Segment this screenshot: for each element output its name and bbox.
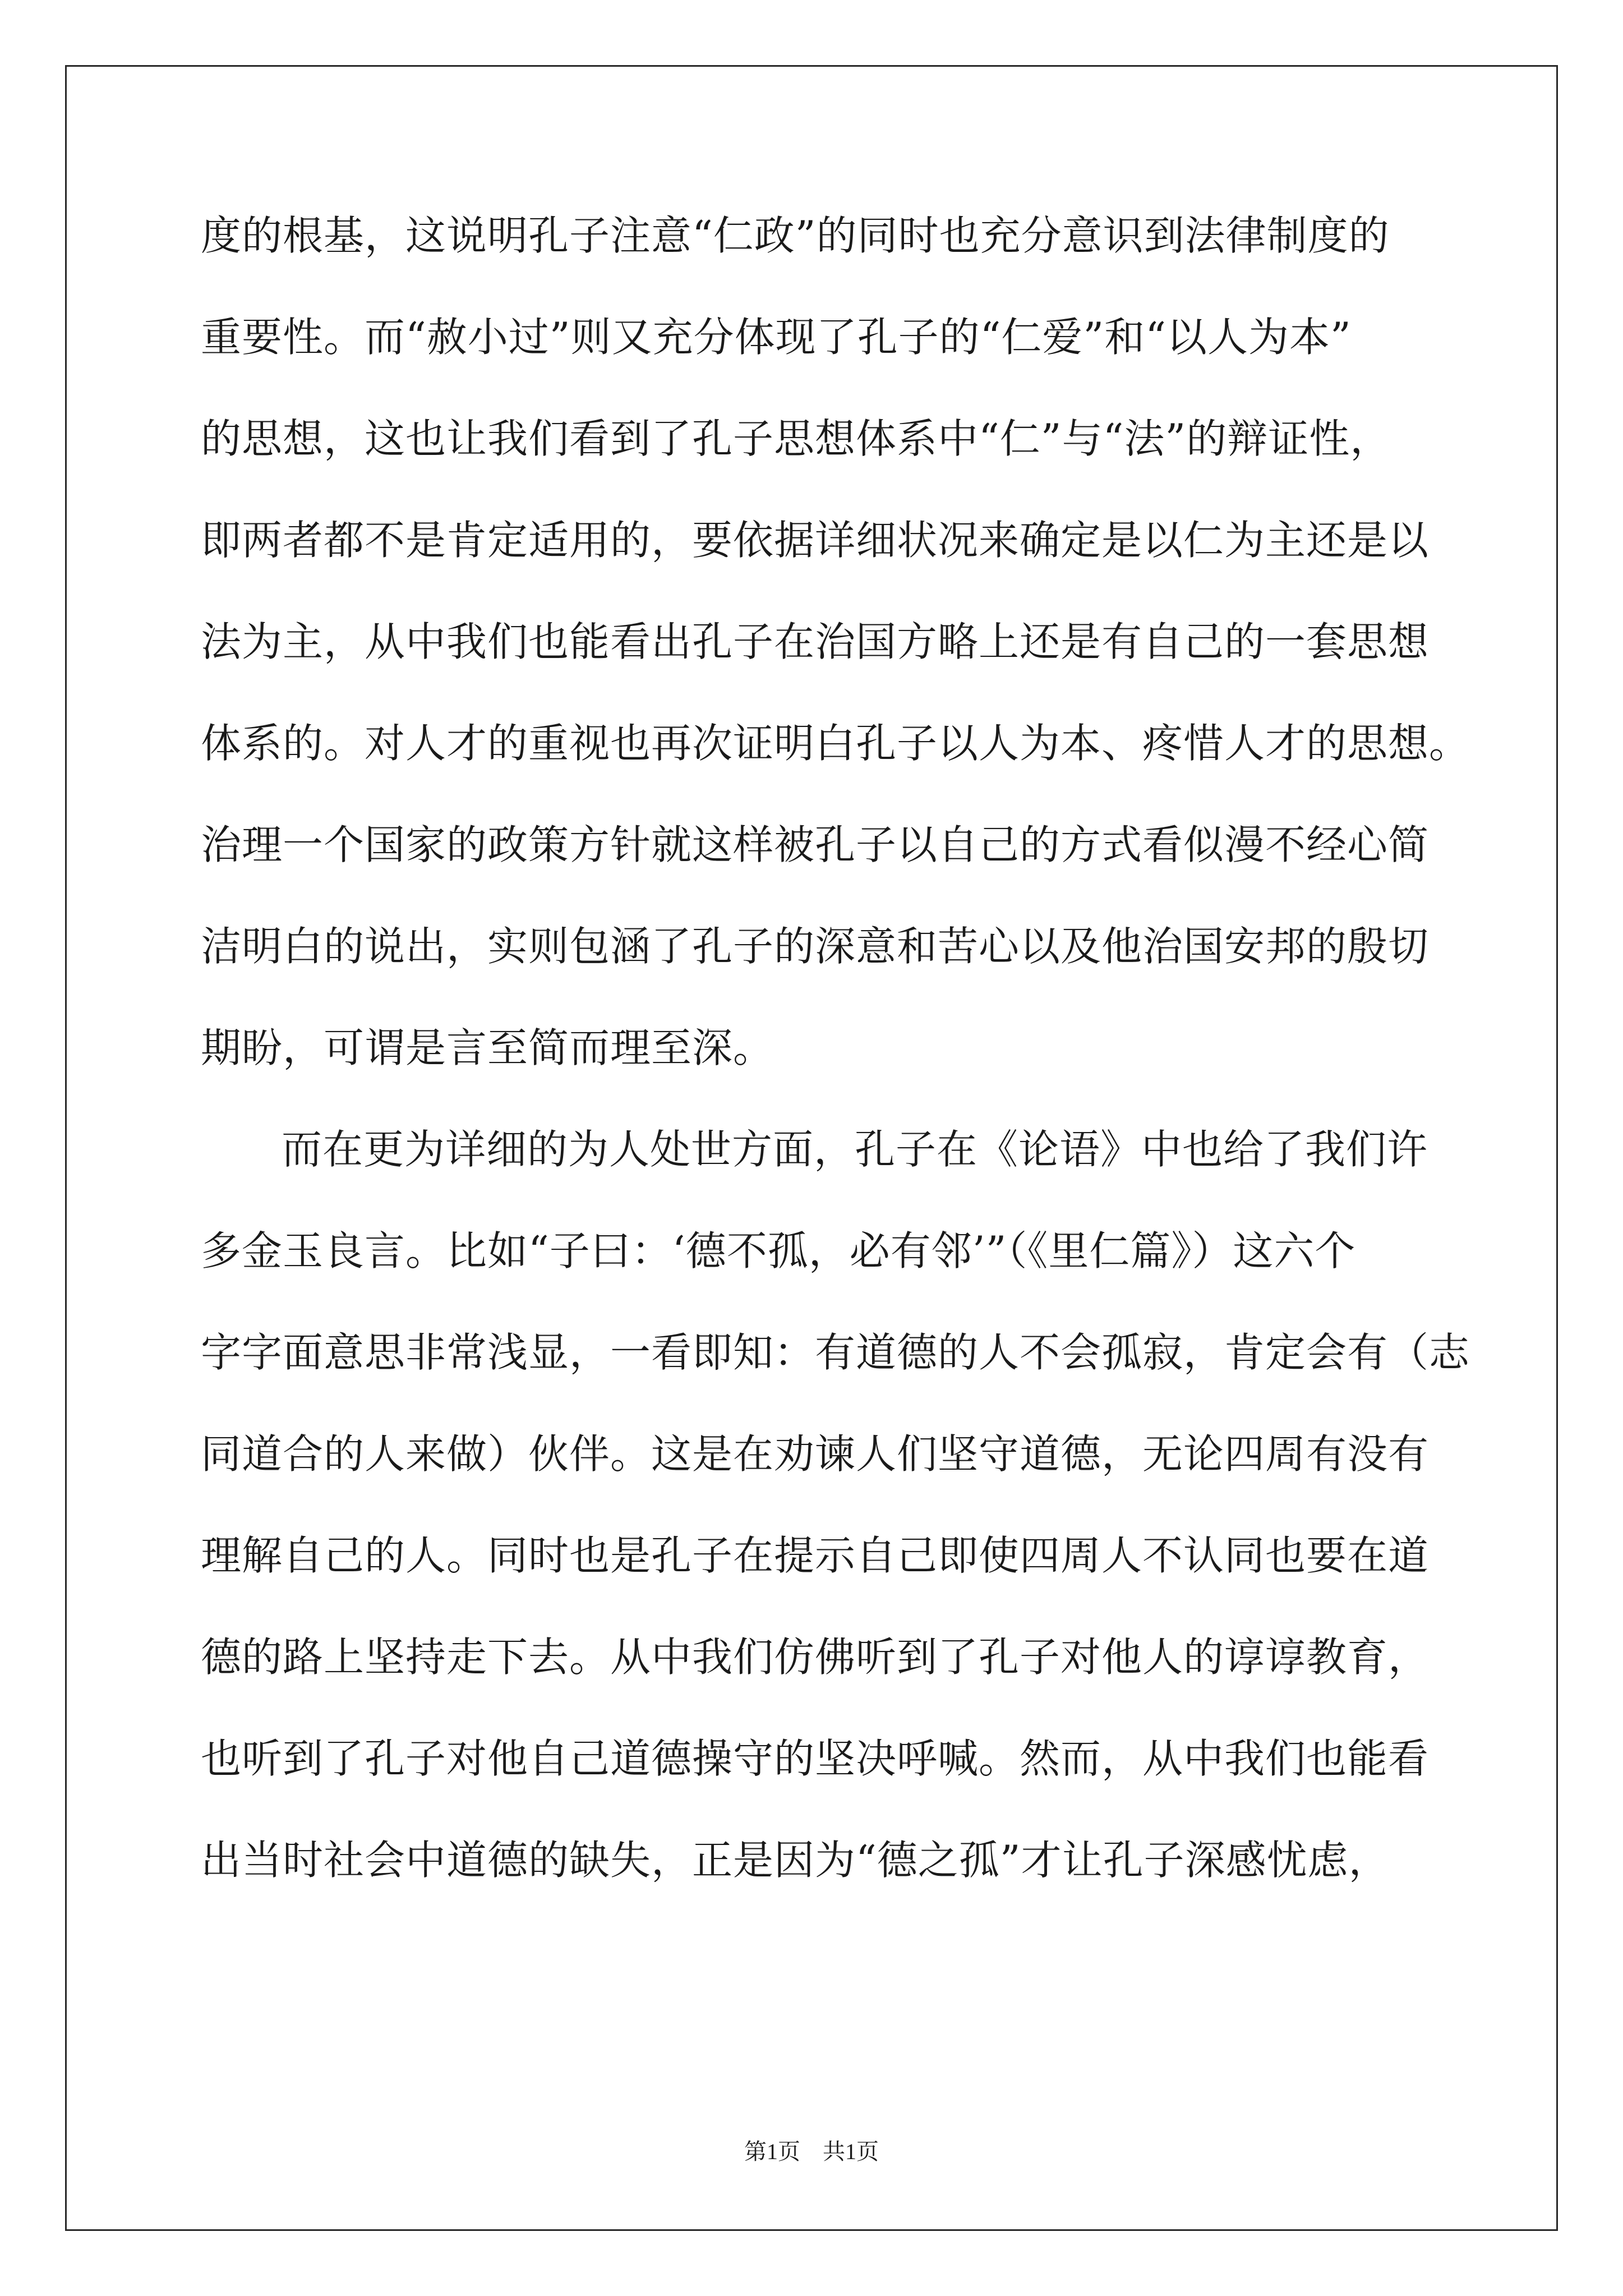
- body-line: 法为主，从中我们也能看出孔子在治国方略上还是有自己的一套思想: [201, 618, 1430, 665]
- body-line: 德的路上坚持走下去。从中我们仿佛听到了孔子对他人的谆谆教育，: [201, 1634, 1430, 1681]
- document-body: [201, 212, 1470, 1939]
- body-line: 的思想，这也让我们看到了孔子思想体系中“仁”与“法”的辩证性，: [201, 415, 1391, 462]
- body-line: 理解自己的人。同时也是孔子在提示自己即使四周人不认同也要在道: [201, 1532, 1430, 1579]
- body-line: 同道合的人来做）伙伴。这是在劝谏人们坚守道德，无论四周有没有: [201, 1430, 1430, 1478]
- body-line: 即两者都不是肯定适用的，要依据详细状况来确定是以仁为主还是以: [201, 517, 1430, 564]
- body-line: 字字面意思非常浅显，一看即知：有道德的人不会孤寂，肯定会有（志: [201, 1329, 1470, 1376]
- page-number-footer: 第1页 共1页: [744, 2139, 879, 2164]
- body-line: 洁明白的说出，实则包涵了孔子的深意和苦心以及他治国安邦的殷切: [201, 923, 1430, 970]
- body-line: 度的根基，这说明孔子注意“仁政”的同时也充分意识到法律制度的: [201, 212, 1390, 259]
- body-line: 重要性。而“赦小过”则又充分体现了孔子的“仁爱”和“以人为本”: [201, 314, 1352, 361]
- body-line: 体系的。对人才的重视也再次证明白孔子以人为本、疼惜人才的思想。: [201, 720, 1470, 767]
- body-line: 出当时社会中道德的缺失，正是因为“德之孤”才让孔子深感忧虑，: [201, 1837, 1390, 1884]
- body-line: 多金玉良言。比如“子曰：‘德不孤，必有邻’”（《里仁篇》）这六个: [201, 1227, 1356, 1274]
- paragraph-start-line: 而在更为详细的为人处世方面，孔子在《论语》中也给了我们许: [282, 1126, 1428, 1173]
- body-line: 期盼，可谓是言至简而理至深。: [201, 1024, 774, 1071]
- body-line: 治理一个国家的政策方针就这样被孔子以自己的方式看似漫不经心简: [201, 821, 1430, 868]
- body-line: 也听到了孔子对他自己道德操守的坚决呼喊。然而，从中我们也能看: [201, 1735, 1430, 1782]
